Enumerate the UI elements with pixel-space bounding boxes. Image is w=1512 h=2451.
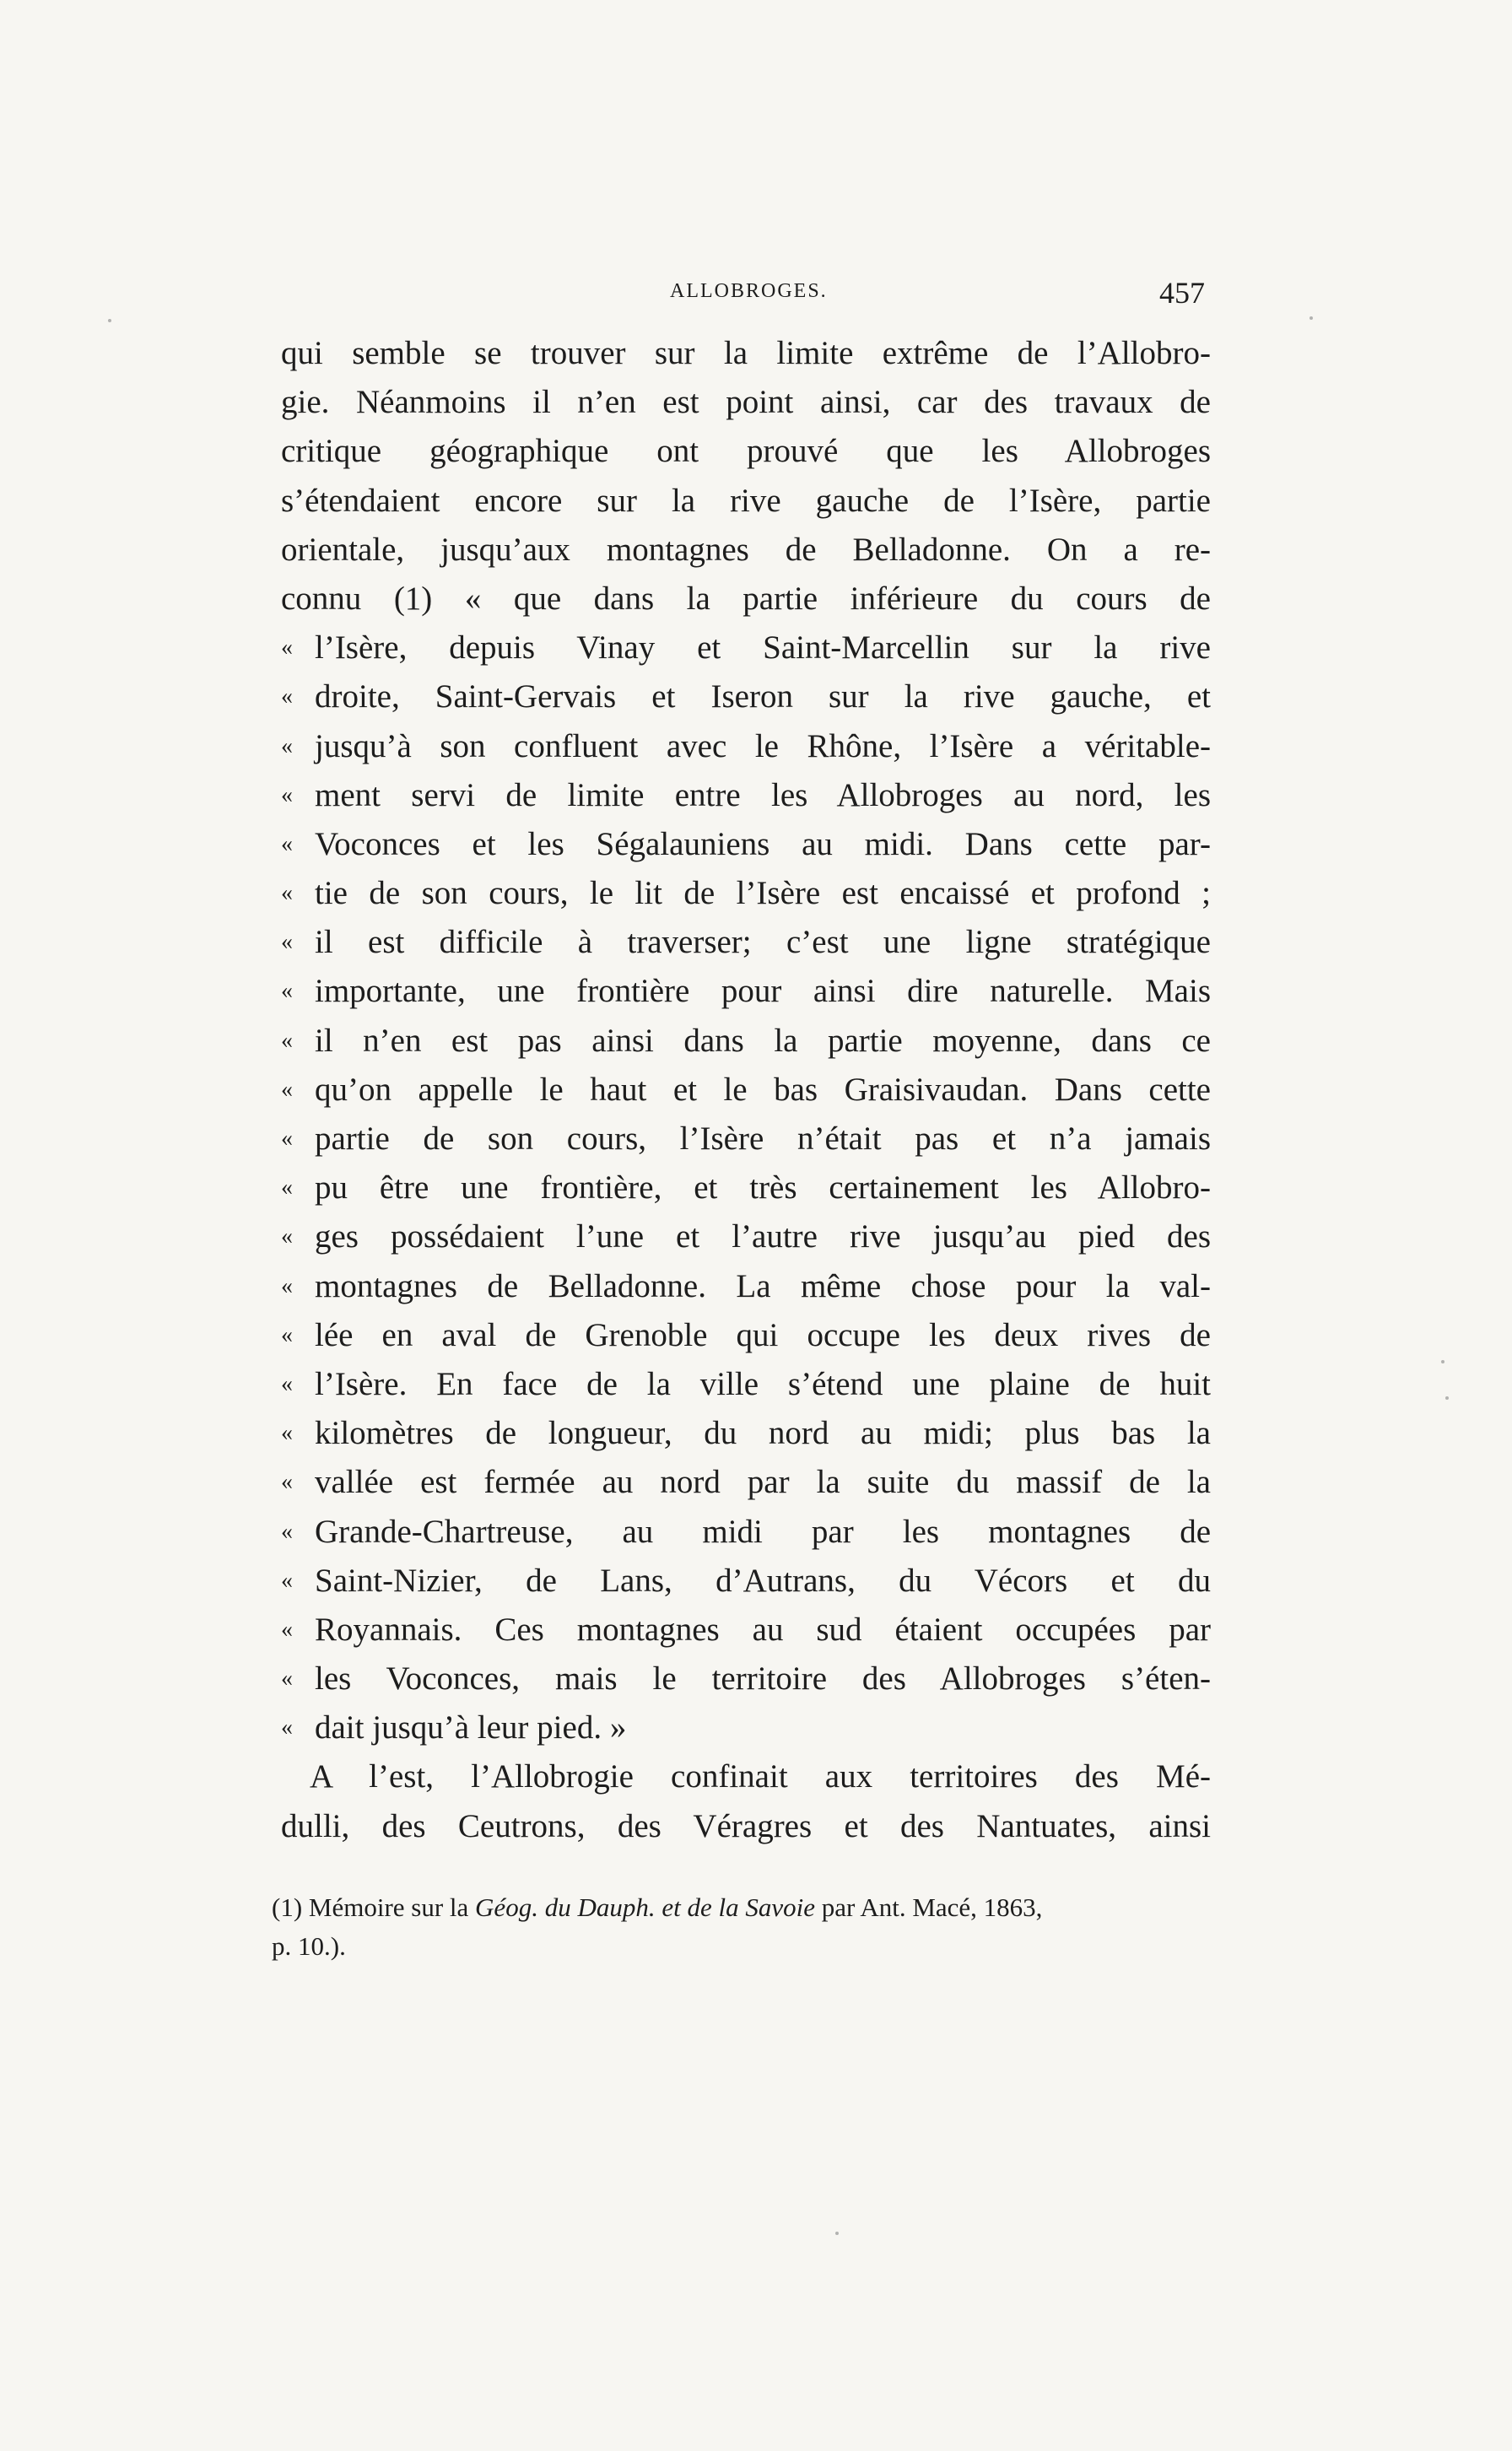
quote-mark: «	[281, 1321, 293, 1348]
quote-text: Royannais. Ces montagnes au sud étaient occupées par	[315, 1611, 1211, 1648]
paper-speck	[1310, 316, 1313, 320]
quote-text: jusqu’à son confluent avec le Rhône, l’Isère a véritable-	[315, 727, 1211, 764]
quote-mark: «	[281, 978, 293, 1005]
quote-text: partie de son cours, l’Isère n’était pas et n’a jamais	[315, 1120, 1211, 1157]
text-line: dulli, des Ceutrons, des Véragres et des Nantuates, ainsi	[281, 1807, 1211, 1844]
quote-line	[281, 1703, 1211, 1752]
quote-text: montagnes de Belladonne. La même chose pour la val-	[315, 1267, 1211, 1304]
text-line: qui semble se trouver sur la limite extrême de l’Allobro-	[281, 335, 1211, 371]
quote-mark: «	[281, 1370, 293, 1397]
quote-line	[281, 1360, 1211, 1409]
running-head: ALLOBROGES.	[670, 280, 828, 302]
text-line: s’étendaient encore sur la rive gauche de l’Isère, partie	[281, 482, 1211, 519]
footnote-suffix: par Ant. Macé, 1863,	[821, 1892, 1043, 1922]
quote-mark: «	[281, 1174, 293, 1201]
quote-line	[281, 1311, 1211, 1360]
quote-line	[281, 624, 1211, 672]
quote-mark: «	[281, 1223, 293, 1250]
quote-text: dait jusqu’à leur pied. »	[315, 1709, 627, 1746]
quote-text: l’Isère. En face de la ville s’étend une plaine de huit	[315, 1365, 1211, 1402]
quote-line	[281, 1262, 1211, 1311]
quote-line	[281, 1409, 1211, 1458]
quote-mark: «	[281, 1518, 293, 1545]
quote-text: Saint-Nizier, de Lans, d’Autrans, du Vécors et du	[315, 1562, 1211, 1599]
quote-mark: «	[281, 830, 293, 857]
quote-mark: «	[281, 1616, 293, 1643]
footnote	[272, 1888, 1208, 1966]
text-line: gie. Néanmoins il n’en est point ainsi, car des travaux de	[281, 384, 1211, 421]
quote-text: ment servi de limite entre les Allobroges au nord, les	[315, 776, 1211, 813]
footnote-page-ref: p. 10.).	[272, 1931, 346, 1961]
quote-line	[281, 1163, 1211, 1212]
text-line: A l’est, l’Allobrogie confinait aux territoires des Mé-	[310, 1758, 1211, 1795]
quote-line	[281, 1557, 1211, 1606]
quote-text: ges possédaient l’une et l’autre rive jusqu’au pied des	[315, 1218, 1211, 1255]
text-line: critique géographique ont prouvé que les Allobroges	[281, 433, 1211, 470]
quote-line	[281, 722, 1211, 771]
paper-speck	[1441, 1360, 1444, 1363]
quote-mark: «	[281, 683, 293, 710]
page-number: 457	[1159, 276, 1205, 310]
quote-mark: «	[281, 781, 293, 808]
quote-line	[281, 1212, 1211, 1261]
text-line: orientale, jusqu’aux montagnes de Belladonne. On a re-	[281, 531, 1211, 568]
quote-text: droite, Saint-Gervais et Iseron sur la rive gauche, et	[315, 678, 1211, 715]
text-line: connu (1) « que dans la partie inférieure du cours de	[281, 580, 1211, 617]
footnote-line	[272, 1888, 1208, 1927]
quote-line	[281, 967, 1211, 1016]
quote-line	[281, 1508, 1211, 1557]
quote-mark: «	[281, 1272, 293, 1299]
footnote-prefix: Mémoire sur la	[308, 1892, 469, 1922]
quote-line	[281, 1115, 1211, 1163]
quote-mark: «	[281, 1027, 293, 1054]
quote-line	[281, 672, 1211, 721]
paper-speck	[108, 319, 111, 322]
quote-mark: «	[281, 634, 293, 661]
quote-mark: «	[281, 732, 293, 759]
quote-mark: «	[281, 1714, 293, 1741]
quote-text: les Voconces, mais le territoire des Allobroges s’éten-	[315, 1660, 1211, 1698]
quote-mark: «	[281, 1665, 293, 1692]
footnote-title: Géog. du Dauph. et de la Savoie	[475, 1892, 815, 1922]
quote-text: Voconces et les Ségalauniens au midi. Dans cette par-	[315, 825, 1211, 862]
quote-line	[281, 869, 1211, 918]
quote-mark: «	[281, 1567, 293, 1594]
quote-text: tie de son cours, le lit de l’Isère est encaissé et profond ;	[315, 875, 1211, 912]
quote-line	[281, 918, 1211, 967]
quote-text: qu’on appelle le haut et le bas Graisivaudan. Dans cette	[315, 1071, 1211, 1108]
quote-line	[281, 820, 1211, 869]
quote-line	[281, 1458, 1211, 1507]
quote-line	[281, 1066, 1211, 1115]
quote-mark: «	[281, 1469, 293, 1496]
quote-text: il est difficile à traverser; c’est une ligne stratégique	[315, 924, 1211, 961]
quote-text: Grande-Chartreuse, au midi par les montagnes de	[315, 1513, 1211, 1550]
quote-text: pu être une frontière, et très certainement les Allobro-	[315, 1169, 1211, 1207]
paper-speck	[835, 2232, 839, 2235]
quote-line	[281, 1606, 1211, 1655]
quote-text: lée en aval de Grenoble qui occupe les deux rives de	[315, 1316, 1211, 1353]
quote-line	[281, 771, 1211, 820]
page-header	[284, 275, 1205, 319]
quote-text: importante, une frontière pour ainsi dire naturelle. Mais	[315, 973, 1211, 1010]
quote-text: il n’en est pas ainsi dans la partie moyenne, dans ce	[315, 1022, 1211, 1059]
quote-text: kilomètres de longueur, du nord au midi; plus bas la	[315, 1415, 1211, 1452]
quote-line	[281, 1017, 1211, 1066]
quote-mark: «	[281, 1076, 293, 1103]
quote-mark: «	[281, 1126, 293, 1152]
paper-speck	[1445, 1396, 1449, 1400]
quote-text: l’Isère, depuis Vinay et Saint-Marcellin sur la rive	[315, 629, 1211, 667]
quote-text: vallée est fermée au nord par la suite du massif de la	[315, 1464, 1211, 1501]
main-text	[281, 329, 1211, 1851]
quote-mark: «	[281, 1420, 293, 1447]
quote-line	[281, 1655, 1211, 1703]
footnote-number: (1)	[272, 1892, 303, 1922]
quote-mark: «	[281, 880, 293, 907]
quote-mark: «	[281, 929, 293, 956]
